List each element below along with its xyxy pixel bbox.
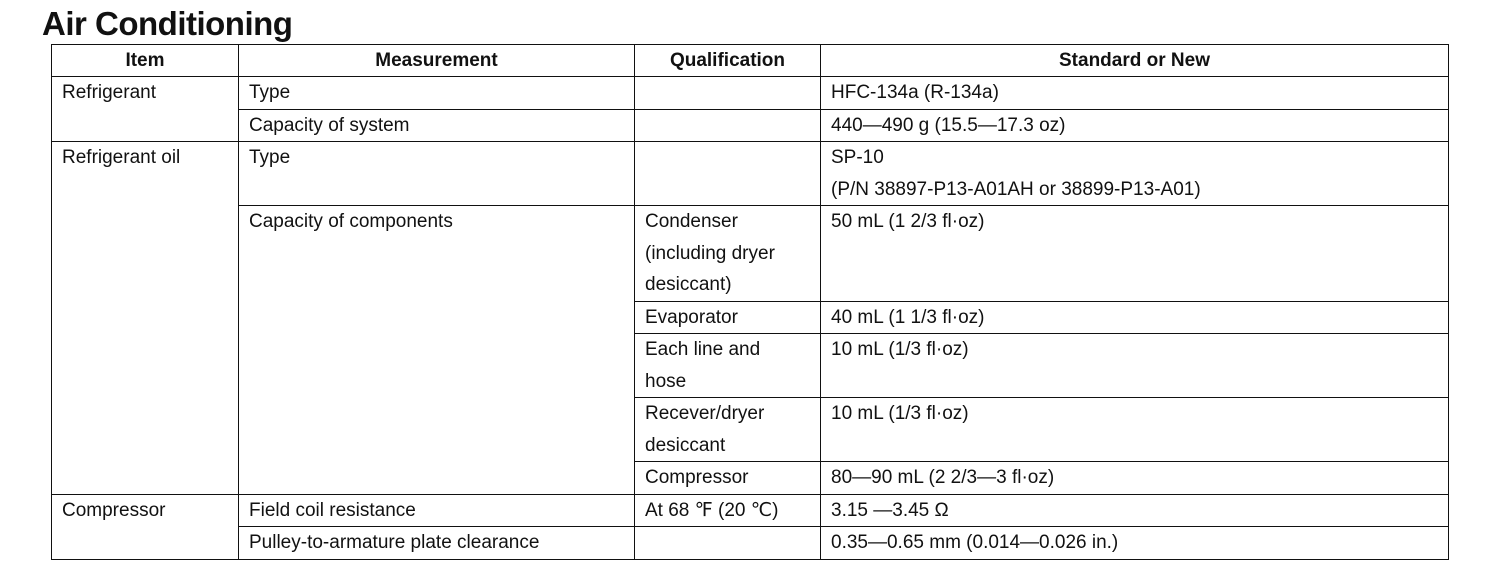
qualification-cell [635,527,821,560]
value-cell: 50 mL (1 2/3 fl·oz) [821,206,1449,302]
air-conditioning-spec-table [51,44,1449,560]
value-cell: 10 mL (1/3 fl·oz) [821,334,1449,398]
qualification-cell [635,398,821,462]
table-row [52,142,1449,206]
value-line: (P/N 38897-P13-A01AH or 38899-P13-A01) [831,178,1201,200]
measurement-cell: Type [239,77,635,110]
qualification-cell [635,334,821,398]
value-cell: 0.35—0.65 mm (0.014—0.026 in.) [821,527,1449,560]
qualification-cell [635,109,821,142]
item-refrigerant-oil: Refrigerant oil [52,142,239,495]
table-header-row [52,45,1449,77]
table-row [52,494,1449,527]
measurement-cell: Pulley-to-armature plate clearance [239,527,635,560]
page-title: Air Conditioning [42,5,293,42]
value-cell: HFC-134a (R-134a) [821,77,1449,110]
value-cell: 440—490 g (15.5—17.3 oz) [821,109,1449,142]
qualification-cell: Compressor [635,462,821,495]
qualification-cell: At 68 ℉ (20 ℃) [635,494,821,527]
qualification-line: hose [645,370,687,392]
qualification-line: (including dryer [645,242,775,264]
qualification-line: Recever/dryer [645,403,765,424]
qualification-line: Condenser [645,211,738,232]
qualification-cell [635,142,821,206]
measurement-cell: Type [239,142,635,206]
measurement-cell: Capacity of system [239,109,635,142]
header-standard-or-new: Standard or New [821,45,1449,77]
qualification-line: desiccant [645,434,726,456]
header-measurement: Measurement [239,45,635,77]
table-row [52,206,1449,302]
value-cell [821,142,1449,206]
qualification-line: Each line and [645,339,761,360]
value-line: SP-10 [831,147,884,168]
item-refrigerant: Refrigerant [52,77,239,142]
header-item: Item [52,45,239,77]
value-cell: 80—90 mL (2 2/3—3 fl·oz) [821,462,1449,495]
measurement-cell: Field coil resistance [239,494,635,527]
header-qualification: Qualification [635,45,821,77]
value-cell: 3.15 —3.45 Ω [821,494,1449,527]
qualification-cell [635,206,821,302]
value-cell: 10 mL (1/3 fl·oz) [821,398,1449,462]
qualification-cell [635,77,821,110]
value-cell: 40 mL (1 1/3 fl·oz) [821,301,1449,334]
table-row [52,77,1449,110]
qualification-line: desiccant) [645,274,732,295]
qualification-cell: Evaporator [635,301,821,334]
measurement-capacity-of-components: Capacity of components [239,206,635,495]
table-row [52,109,1449,142]
table-row [52,527,1449,560]
item-compressor: Compressor [52,494,239,559]
